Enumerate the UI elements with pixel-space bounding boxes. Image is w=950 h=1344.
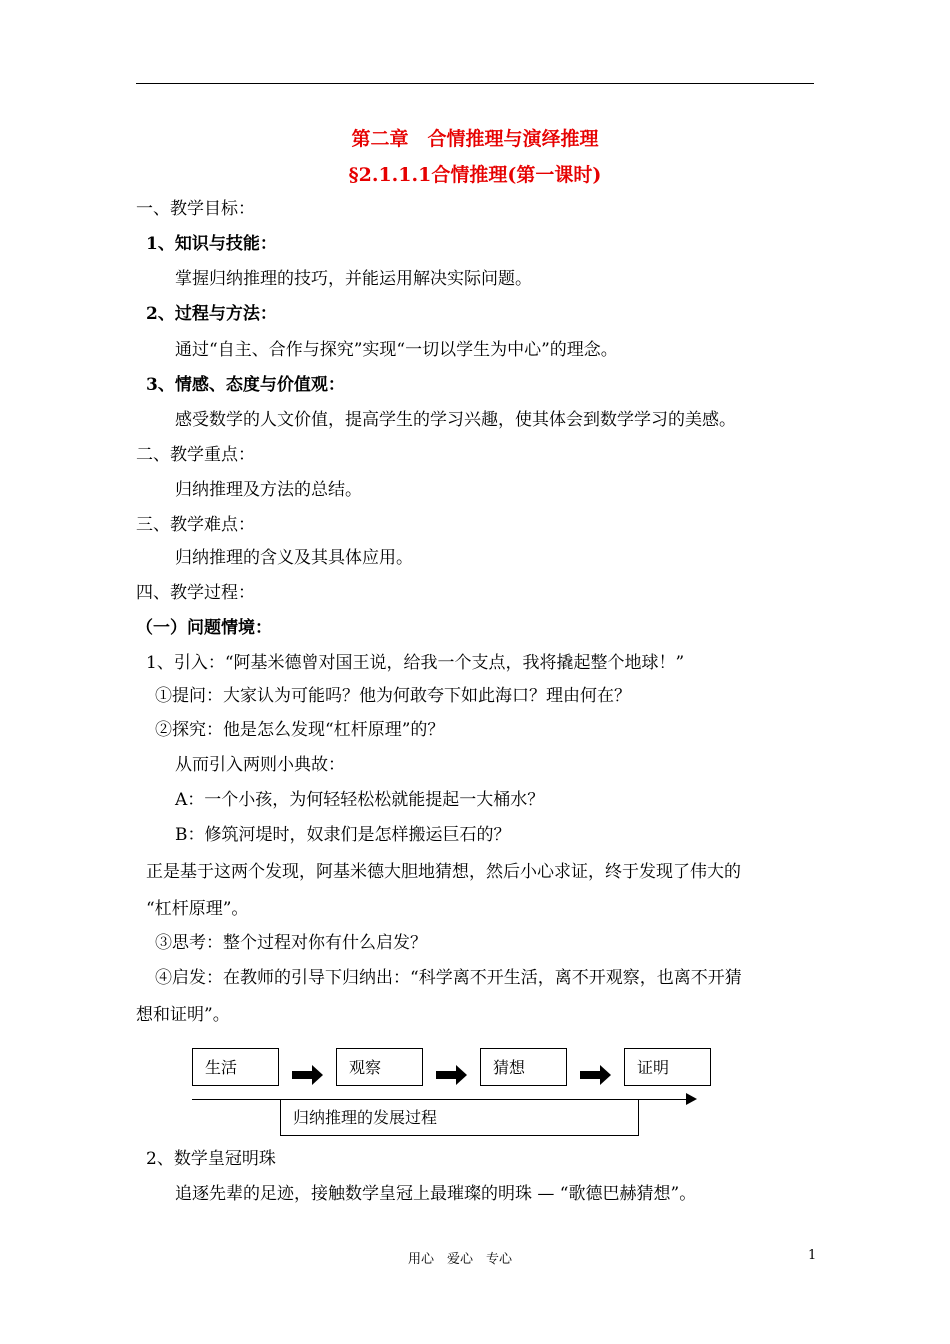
question-3: ③思考：整个过程对你有什么启发？ [155,933,427,953]
process-heading: 2、过程与方法： [146,304,277,324]
emotion-text: 感受数学的人文价值，提高学生的学习兴趣，使其体会到数学学习的美感。 [175,410,736,430]
story-a: A：一个小孩，为何轻轻松松就能提起一大桶水？ [175,790,545,810]
step-box-conjecture: 猜想 [480,1048,567,1086]
teaching-process-heading: 四、教学过程： [136,583,255,603]
arrow-right-icon [292,1064,324,1086]
question-4-line-1: ④启发：在教师的引导下归纳出：“科学离不开生活，离不开观察，也离不开猜 [155,968,742,988]
question-4-line-2: 想和证明”。 [136,1005,230,1025]
key-points-heading: 二、教学重点： [136,445,255,465]
step-box-observe: 观察 [336,1048,423,1086]
paragraph-line-2: “杠杆原理”。 [146,899,249,919]
step-box-life: 生活 [192,1048,279,1086]
intro-quote: 1、引入：“阿基米德曾对国王说，给我一个支点，我将撬起整个地球！” [146,653,685,673]
paragraph-line-1: 正是基于这两个发现，阿基米德大胆地猜想，然后小心求证，终于发现了伟大的 [146,862,741,882]
chapter-title: 第二章 合情推理与演绎推理 [351,128,599,150]
emotion-heading: 3、情感、态度与价值观： [146,375,345,395]
process-text: 通过“自主、合作与探究”实现“一切以学生为中心”的理念。 [175,340,618,360]
step-box-proof: 证明 [624,1048,711,1086]
knowledge-heading: 1、知识与技能： [146,234,277,254]
question-1: ①提问：大家认为可能吗？他为何敢夸下如此海口？理由何在？ [155,686,631,706]
problem-situation-heading: （一）问题情境： [136,618,272,638]
key-points-text: 归纳推理及方法的总结。 [175,480,362,500]
diagram-caption: 归纳推理的发展过程 [280,1099,639,1136]
arrow-right-icon [580,1064,612,1086]
section-title: §2.1.1.1合情推理(第一课时) [348,164,602,186]
question-2: ②探究：他是怎么发现“杠杆原理”的？ [155,720,445,740]
difficulties-heading: 三、教学难点： [136,515,255,535]
section-2-text: 追逐先辈的足迹，接触数学皇冠上最璀璨的明珠 — “歌德巴赫猜想”。 [175,1184,697,1204]
section-2-heading: 2、数学皇冠明珠 [146,1149,276,1169]
objectives-heading: 一、教学目标： [136,199,255,219]
page-number: 1 [808,1248,817,1263]
difficulties-text: 归纳推理的含义及其具体应用。 [175,548,413,568]
knowledge-text: 掌握归纳推理的技巧，并能运用解决实际问题。 [175,269,532,289]
arrow-right-icon [436,1064,468,1086]
footer-motto: 用心 爱心 专心 [408,1252,513,1267]
header-rule [136,83,814,84]
timeline-arrowhead [686,1093,697,1105]
story-b: B：修筑河堤时，奴隶们是怎样搬运巨石的？ [175,825,511,845]
lead-text: 从而引入两则小典故： [175,755,345,775]
